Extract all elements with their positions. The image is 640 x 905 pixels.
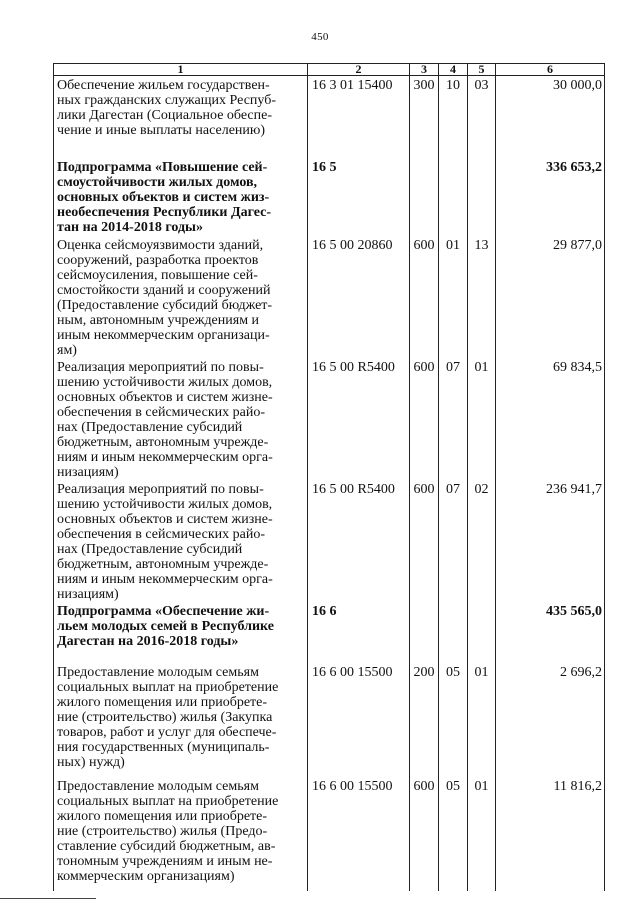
row-amount: 2 696,2	[496, 663, 605, 777]
row-expense-type: 600	[410, 777, 439, 891]
row-amount: 69 834,5	[496, 358, 605, 480]
row-expense-type: 600	[410, 236, 439, 358]
row-section: 05	[439, 663, 468, 777]
header-col-4: 4	[439, 64, 468, 76]
row-name: Предоставление молодым семьям социальных выплат на приобретение жилого помещения или приобрете- ние (строительство) жилья (Предо- ставление субсидий бюджетным, ав- тономным учреждениям и иным не- коммерческим организациям)	[54, 777, 308, 891]
header-col-6: 6	[496, 64, 605, 76]
row-section: 07	[439, 480, 468, 602]
row-name: Предоставление молодым семьям социальных выплат на приобретение жилого помещения или приобрете- ние (строительство) жилья (Закупка товаров, работ и услуг для обеспече- ния государственных (муниципаль- ных) нужд)	[54, 663, 308, 777]
row-target-code: 16 3 01 15400	[308, 76, 410, 159]
row-target-code: 16 5 00 R5400	[308, 480, 410, 602]
row-amount: 29 877,0	[496, 236, 605, 358]
header-row	[54, 64, 605, 76]
row-amount: 11 816,2	[496, 777, 605, 891]
table-row	[54, 76, 605, 159]
table-row	[54, 158, 605, 236]
row-subsection: 01	[468, 663, 496, 777]
budget-table	[53, 63, 605, 891]
row-name: Реализация мероприятий по повы- шению устойчивости жилых домов, основных объектов и систем жизне- обеспечения в сейсмических райо- нах (Предоставление субсидий бюджетным, автономным учрежде- ниям и иным некоммерческим орга- низациям)	[54, 480, 308, 602]
row-name: Подпрограмма «Повышение сей- смоустойчивости жилых домов, основных объектов и систем жиз- необеспечения Республики Дагес- тан на 2014-2018 годы»	[54, 158, 308, 236]
row-subsection: 01	[468, 358, 496, 480]
header-col-5: 5	[468, 64, 496, 76]
table-row	[54, 602, 605, 663]
row-subsection: 01	[468, 777, 496, 891]
row-subsection: 03	[468, 76, 496, 159]
row-name: Оценка сейсмоуязвимости зданий, сооружений, разработка проектов сейсмоусиления, повышение сей- смостойкости зданий и сооружений (Предоставление субсидий бюджет- ным, автономным учреждениям и иным некоммерческим организаци- ям)	[54, 236, 308, 358]
row-name: Подпрограмма «Обеспечение жи- льем молодых семей в Республике Дагестан на 2016-2018 годы»	[54, 602, 308, 663]
table-row	[54, 358, 605, 480]
row-name: Реализация мероприятий по повы- шению устойчивости жилых домов, основных объектов и систем жизне- обеспечения в сейсмических райо- нах (Предоставление субсидий бюджетным, автономным учрежде- ниям и иным некоммерческим орга- низациям)	[54, 358, 308, 480]
table-row	[54, 236, 605, 358]
row-expense-type	[410, 158, 439, 236]
table-row	[54, 777, 605, 891]
footnote-divider	[0, 898, 96, 899]
row-amount: 435 565,0	[496, 602, 605, 663]
header-col-3: 3	[410, 64, 439, 76]
row-amount: 236 941,7	[496, 480, 605, 602]
row-subsection	[468, 602, 496, 663]
row-amount: 30 000,0	[496, 76, 605, 159]
row-target-code: 16 5	[308, 158, 410, 236]
row-expense-type: 200	[410, 663, 439, 777]
row-expense-type: 600	[410, 358, 439, 480]
row-target-code: 16 6 00 15500	[308, 777, 410, 891]
row-target-code: 16 5 00 R5400	[308, 358, 410, 480]
row-subsection: 13	[468, 236, 496, 358]
row-section: 05	[439, 777, 468, 891]
row-subsection: 02	[468, 480, 496, 602]
table-row	[54, 663, 605, 777]
row-amount: 336 653,2	[496, 158, 605, 236]
header-col-1: 1	[54, 64, 308, 76]
row-section	[439, 158, 468, 236]
row-section	[439, 602, 468, 663]
row-section: 10	[439, 76, 468, 159]
header-col-2: 2	[308, 64, 410, 76]
row-section: 01	[439, 236, 468, 358]
table-row	[54, 480, 605, 602]
row-subsection	[468, 158, 496, 236]
row-expense-type	[410, 602, 439, 663]
row-expense-type: 600	[410, 480, 439, 602]
row-target-code: 16 5 00 20860	[308, 236, 410, 358]
row-target-code: 16 6 00 15500	[308, 663, 410, 777]
row-expense-type: 300	[410, 76, 439, 159]
row-name: Обеспечение жильем государствен- ных гражданских служащих Респуб- лики Дагестан (Социальное обеспе- чение и иные выплаты населению)	[54, 76, 308, 159]
row-target-code: 16 6	[308, 602, 410, 663]
page-number: 450	[311, 31, 329, 43]
row-section: 07	[439, 358, 468, 480]
